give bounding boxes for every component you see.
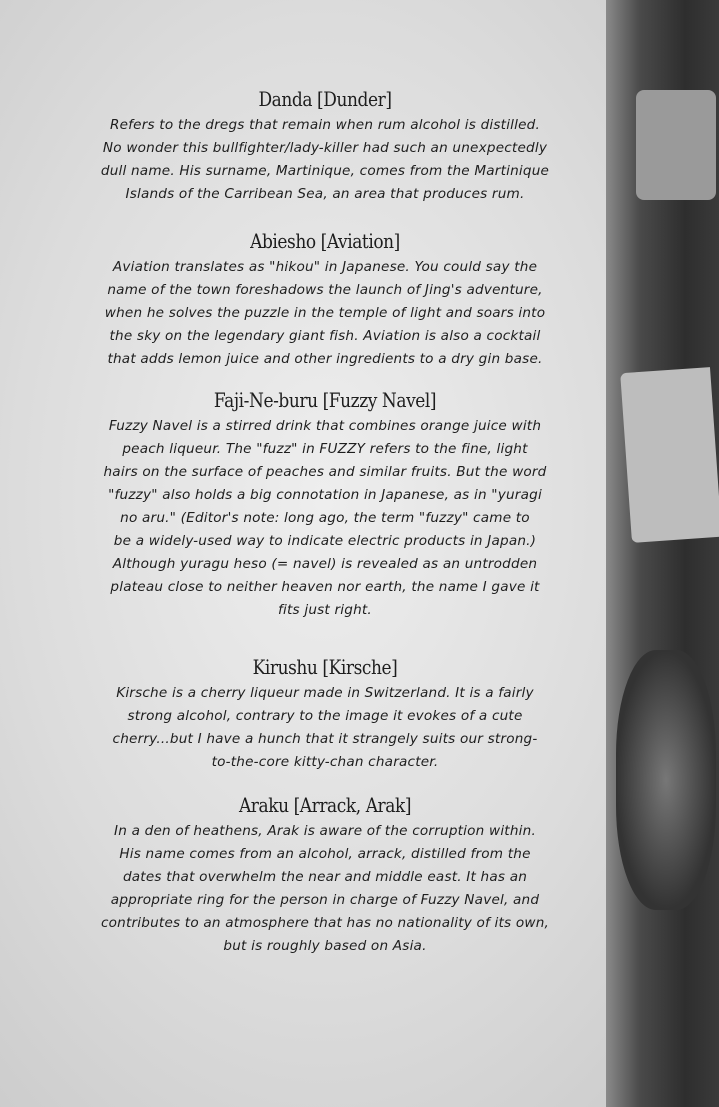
artwork-sign: [620, 367, 719, 543]
glossary-text-column: [40, 84, 610, 972]
entry-text-line: the sky on the legendary giant fish. Aviation is also a cocktail: [109, 328, 541, 344]
manga-artwork-strip: [606, 0, 719, 1107]
entry-text-line: Refers to the dregs that remain when rum alcohol is distilled.: [109, 117, 541, 133]
entry-text-line: strong alcohol, contrary to the image it evokes of a cute: [127, 708, 523, 724]
entry-text-line: cherry...but I have a hunch that it strangely suits our strong-: [112, 731, 538, 747]
entry-text-line: when he solves the puzzle in the temple of light and soars into: [104, 305, 546, 321]
entry-text-line: plateau close to neither heaven nor earth, the name I gave it: [110, 579, 540, 595]
entry-text-line: that adds lemon juice and other ingredients to a dry gin base.: [107, 351, 543, 367]
entry-text-line: Aviation translates as "hikou" in Japanese. You could say the: [112, 259, 538, 275]
entry-text-line: to-the-core kitty-chan character.: [211, 754, 439, 770]
entry-text-line: Fuzzy Navel is a stirred drink that combines orange juice with: [108, 418, 542, 434]
entry-text-line: dates that overwhelm the near and middle east. It has an: [122, 869, 528, 885]
entry-title: Faji-Ne-buru [Fuzzy Navel]: [213, 388, 437, 412]
entry-text-line: Islands of the Carribean Sea, an area that produces rum.: [125, 186, 525, 202]
entry-text-line: Kirsche is a cherry liqueur made in Switzerland. It is a fairly: [116, 685, 534, 701]
artwork-figure: [616, 650, 716, 910]
entry-title: Kirushu [Kirsche]: [252, 655, 398, 679]
entry-text-line: In a den of heathens, Arak is aware of the corruption within.: [114, 823, 536, 839]
entry-text-line: dull name. His surname, Martinique, comes from the Martinique: [100, 163, 550, 179]
entry-text-line: contributes to an atmosphere that has no nationality of its own,: [100, 915, 550, 931]
entry-text-line: hairs on the surface of peaches and similar fruits. But the word: [103, 464, 547, 480]
entry-title: Araku [Arrack, Arak]: [238, 793, 412, 817]
entry-text-line: but is roughly based on Asia.: [223, 938, 427, 954]
entry-text-line: His name comes from an alcohol, arrack, distilled from the: [119, 846, 531, 862]
entry-title: Abiesho [Aviation]: [250, 229, 400, 253]
entry-text-line: peach liqueur. The "fuzz" in FUZZY refers to the fine, light: [122, 441, 528, 457]
glossary-entry: [40, 385, 610, 622]
entry-title: Danda [Dunder]: [258, 87, 392, 111]
glossary-entry: [40, 652, 610, 774]
entry-text-line: no aru." (Editor's note: long ago, the term "fuzzy" came to: [120, 510, 530, 526]
entry-text-line: fits just right.: [278, 602, 372, 618]
entry-text-line: Although yuragu heso (= navel) is revealed as an untrodden: [112, 556, 538, 572]
entry-text-line: name of the town foreshadows the launch of Jing's adventure,: [107, 282, 543, 298]
glossary-entry: [40, 84, 610, 206]
entry-text-line: "fuzzy" also holds a big connotation in Japanese, as in "yuragi: [108, 487, 542, 503]
glossary-entry: [40, 226, 610, 371]
artwork-sign-top: [636, 90, 716, 200]
entry-text-line: No wonder this bullfighter/lady-killer had such an unexpectedly: [102, 140, 548, 156]
entry-text-line: appropriate ring for the person in charge of Fuzzy Navel, and: [110, 892, 540, 908]
glossary-entry: [40, 790, 610, 958]
entry-text-line: be a widely-used way to indicate electric products in Japan.): [113, 533, 537, 549]
